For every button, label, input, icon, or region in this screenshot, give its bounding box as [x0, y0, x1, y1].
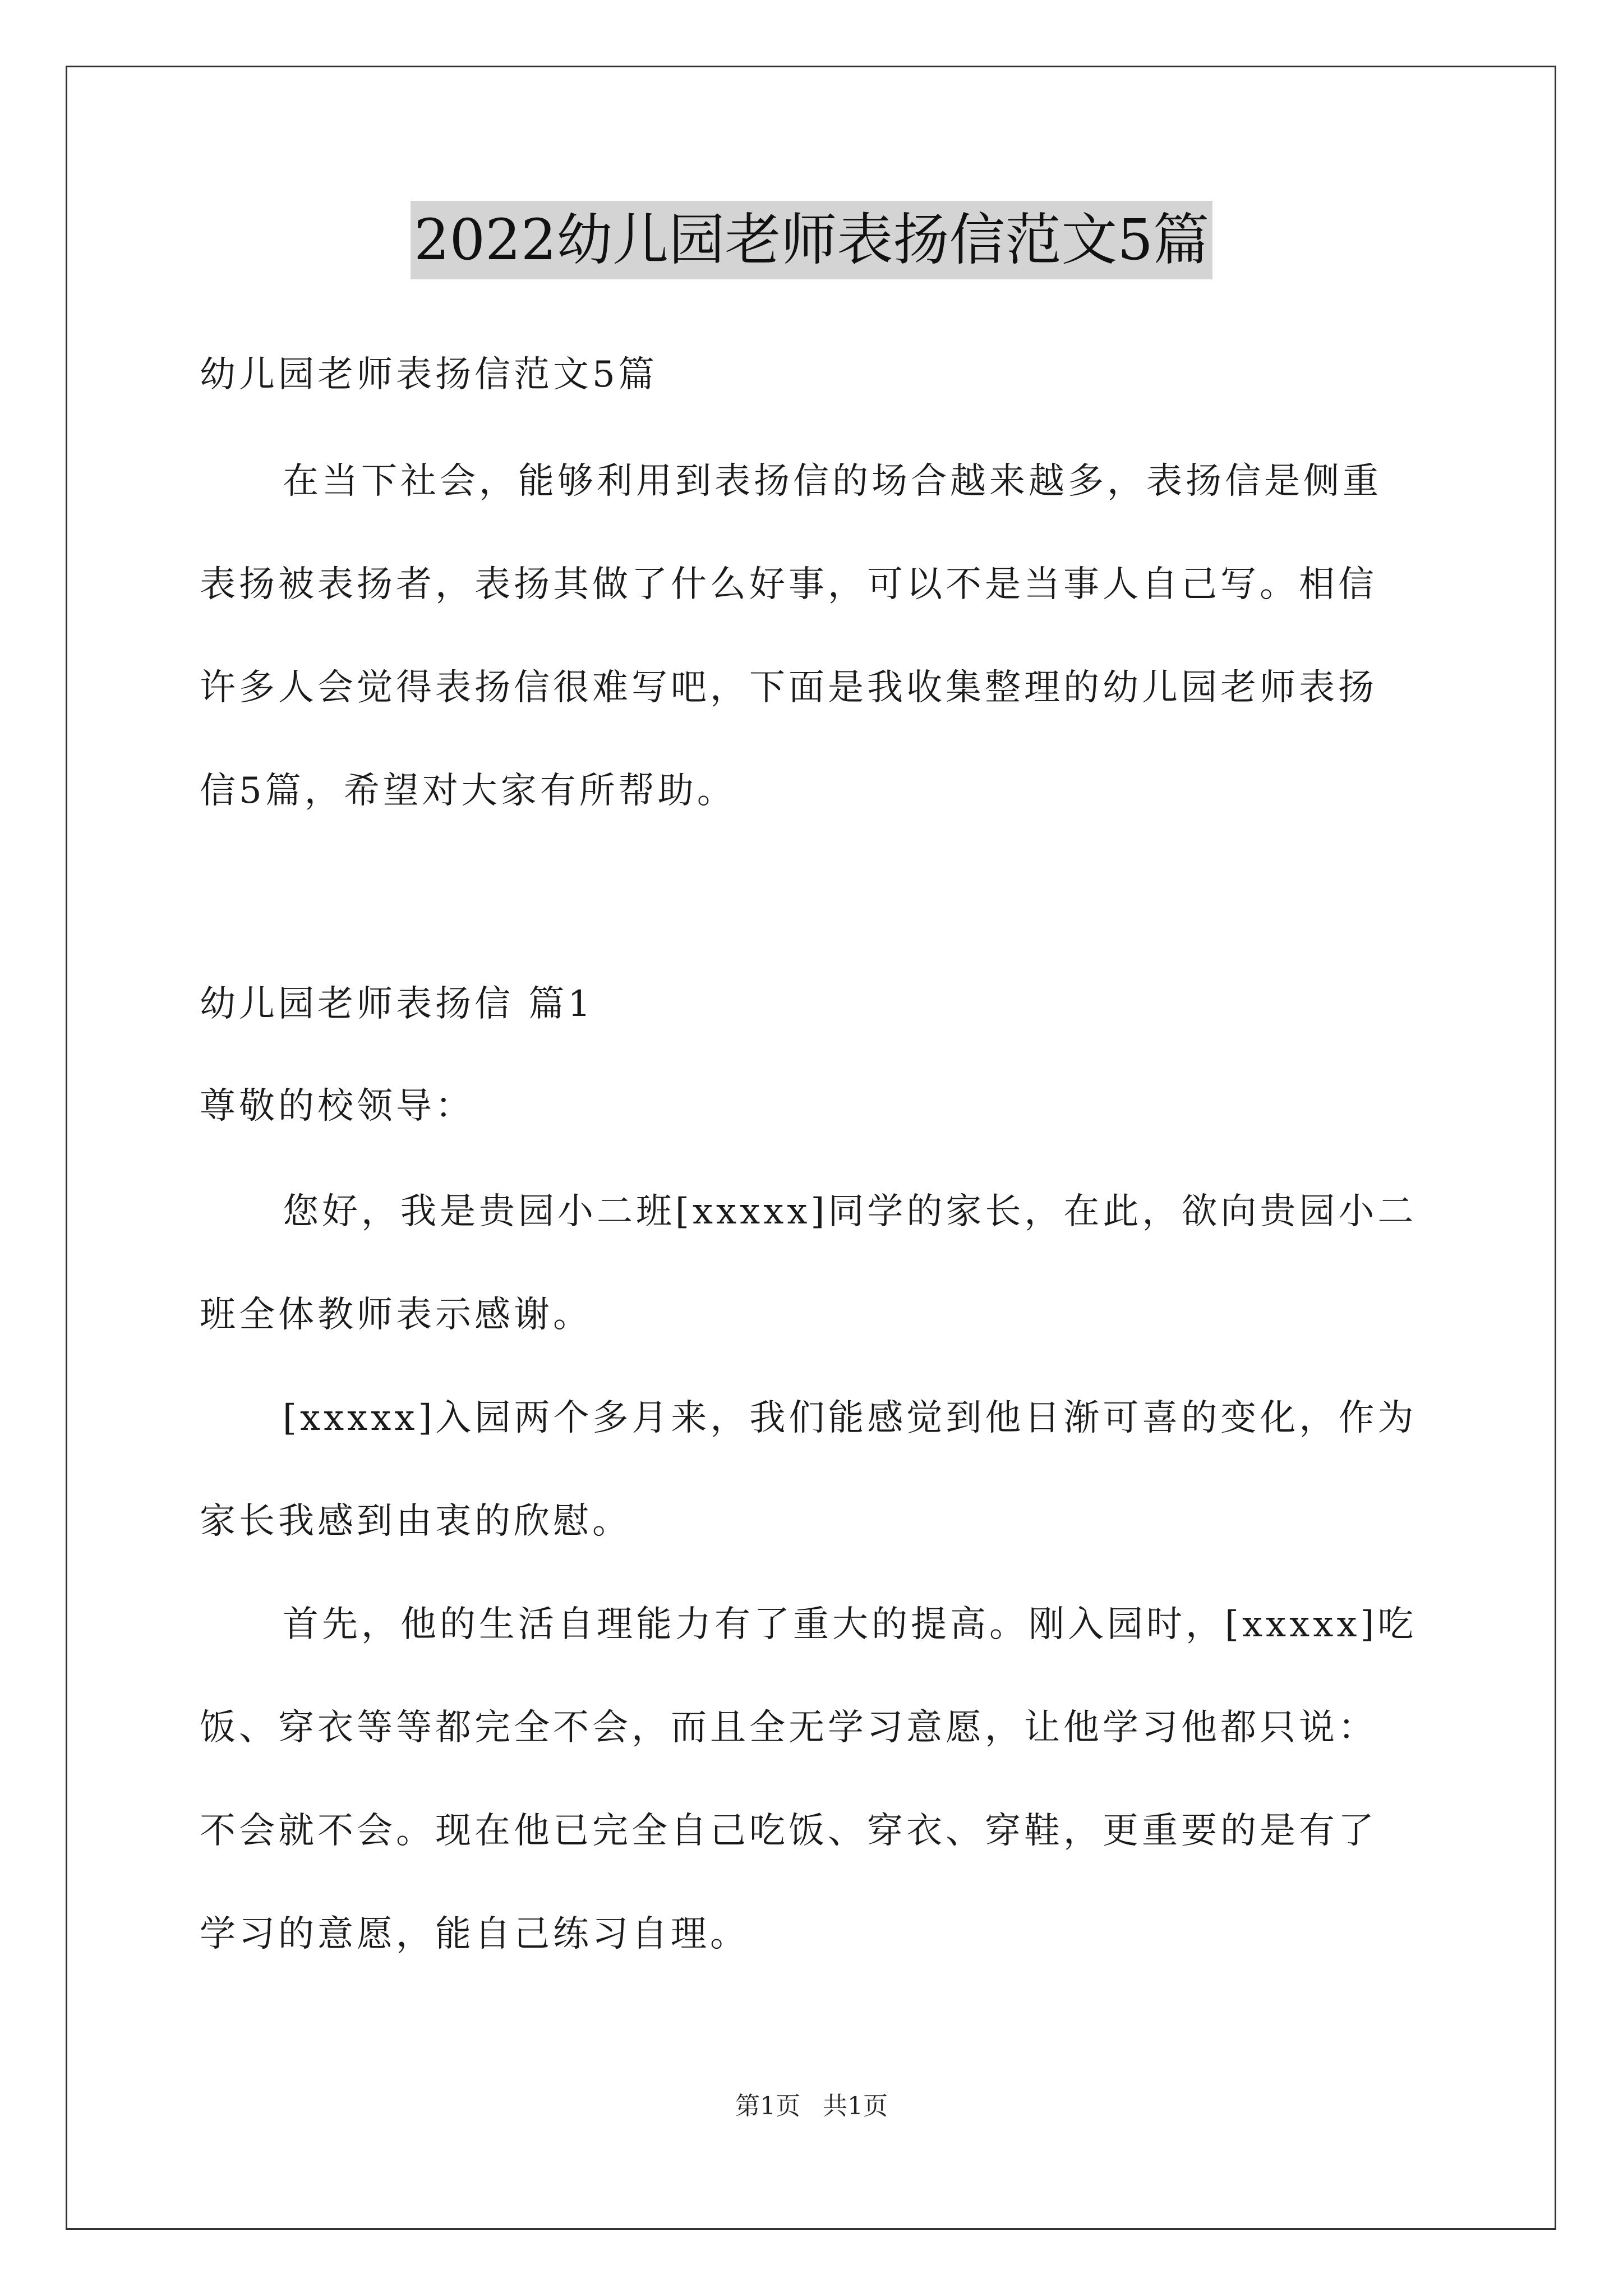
title-container [0, 201, 1623, 279]
paragraph-line: 您好，我是贵园小二班[xxxxx]同学的家长，在此，欲向贵园小二 [283, 1191, 1417, 1232]
intro-line: 信5篇，希望对大家有所帮助。 [200, 770, 736, 812]
document-subtitle: 幼儿园老师表扬信范文5篇 [200, 354, 658, 395]
paragraph-line: 家长我感到由衷的欣慰。 [200, 1501, 631, 1542]
section-heading: 幼儿园老师表扬信 篇1 [200, 983, 594, 1025]
document-title: 2022幼儿园老师表扬信范文5篇 [411, 201, 1212, 279]
paragraph-line: 首先，他的生活自理能力有了重大的提高。刚入园时，[xxxxx]吃 [283, 1604, 1417, 1645]
intro-line: 在当下社会，能够利用到表扬信的场合越来越多，表扬信是侧重 [283, 461, 1382, 502]
paragraph-line: 班全体教师表示感谢。 [200, 1294, 592, 1336]
salutation: 尊敬的校领导： [200, 1085, 474, 1127]
paragraph-line: 饭、穿衣等等都完全不会，而且全无学习意愿，让他学习他都只说： [200, 1707, 1377, 1749]
page-footer [0, 2090, 1623, 2123]
paragraph-line: 学习的意愿，能自己练习自理。 [200, 1913, 749, 1955]
paragraph-line: [xxxxx]入园两个多月来，我们能感觉到他日渐可喜的变化，作为 [283, 1397, 1417, 1439]
paragraph-line: 不会就不会。现在他已完全自己吃饭、穿衣、穿鞋，更重要的是有了 [200, 1810, 1377, 1852]
page-number-total: 共1页 [823, 2092, 888, 2120]
page-number-current: 第1页 [735, 2092, 800, 2120]
intro-line: 表扬被表扬者，表扬其做了什么好事，可以不是当事人自己写。相信 [200, 564, 1377, 605]
intro-line: 许多人会觉得表扬信很难写吧，下面是我收集整理的幼儿园老师表扬 [200, 667, 1377, 708]
